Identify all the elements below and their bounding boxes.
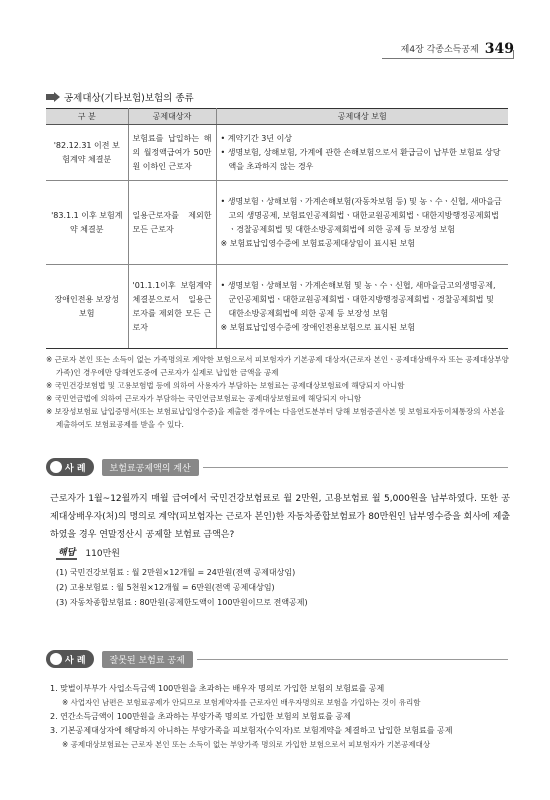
circle-icon — [50, 653, 62, 665]
section-title-text: 공제대상(기타보험)보험의 종류 — [64, 93, 194, 104]
table-note: ※ 보험료납입영수증에 장애인전용보험으로 표시된 보험 — [220, 322, 416, 332]
calc-item: (3) 자동차종합보험료 : 80만원(공제한도액이 100만원이므로 전액공제) — [56, 598, 308, 607]
answer-value: 110만원 — [85, 549, 120, 559]
table-header-cell: 공제대상자 — [128, 109, 216, 125]
chapter-title: 제4장 각종소득공제 — [400, 45, 479, 55]
insurance-cell — [216, 125, 508, 181]
example-badge: 사 례 — [46, 650, 94, 668]
bullet-item: • 생명보험ㆍ상해보험ㆍ가계손해보험(자동차보험 등) 및 농ㆍ수ㆍ신협, 새마을금고의 생명공제, 보험료인공제회법ㆍ대한교원공제회법ㆍ대한지방행정공제회법ㆍ경찰공제회법 및 대한소방공제회법에 의한 공제 등 보장성 보험 — [220, 196, 502, 234]
circle-icon — [50, 461, 62, 473]
header-rule — [382, 58, 514, 59]
note-item: ※ 국민연금법에 의하여 근로자가 부담하는 국민연금보험료는 공제대상보험료에 해당되지 아니함 — [46, 394, 362, 403]
list-subnote: ※ 사업자인 남편은 보험료공제가 안되므로 보험계약자를 근로자인 배우자명의로 보험을 가입하는 것이 유리함 — [62, 698, 421, 707]
list-item: 2. 연간소득금액이 100만원을 초과하는 부양가족 명의로 가입한 보험의 보험료를 공제 — [50, 712, 351, 721]
divider — [203, 467, 508, 468]
arrow-icon — [46, 92, 60, 102]
target-cell: 일용근로자를 제외한 모든 근로자 — [128, 181, 216, 265]
list-subnote: ※ 공제대상보험료는 근로자 본인 또는 소득이 없는 부양가족 명의로 가입한 보험으로서 피보험자가 기본공제대상 — [62, 740, 431, 749]
bullet-item: • 생명보험, 상해보험, 가계에 관한 손해보험으로서 환급금이 납부한 보험료 상당액을 초과하지 않는 경우 — [220, 147, 501, 171]
period-cell: '83.1.1 이후 보험계약 체결분 — [46, 181, 128, 265]
example-header — [46, 650, 508, 668]
insurance-table — [46, 108, 508, 349]
note-item: ※ 근로자 본인 또는 소득이 없는 가족명의로 계약한 보험으로서 피보험자가 기본공제 대상자(근로자 본인ㆍ공제대상배우자 또는 공제대상부양가족)인 경우에만 당해연도중에 근로자가 실제로 납입한 금액을 공제 — [46, 355, 509, 377]
header-tick — [513, 50, 514, 59]
insurance-cell — [216, 265, 508, 349]
note-item: ※ 보장성보험료 납입증명서(또는 보험료납입영수증)을 제출한 경우에는 다음연도분부터 당해 보험증권사본 및 보험료자동이체통장의 사본을 제출하여도 보험료공제를 받을 수 있다. — [46, 407, 505, 429]
page-header — [401, 42, 514, 56]
divider — [197, 659, 508, 660]
section-title — [46, 90, 194, 104]
bullet-item: • 생명보험ㆍ상해보험ㆍ가계손해보험 및 농ㆍ수ㆍ신협, 새마을금고의생명공제, 군인공제회법ㆍ대한교원공제회법ㆍ대한지방행정공제회법ㆍ경찰공제회법 및 대한소방공제회법에 의한 공제 등 보장성 보험 — [220, 280, 496, 318]
table-row — [46, 181, 508, 265]
period-cell: 장애인전용 보장성 보험 — [46, 265, 128, 349]
answer — [56, 545, 120, 560]
answer-tag: 해답 — [56, 545, 77, 560]
example-title: 보험료공제액의 계산 — [102, 459, 199, 476]
page-number: 349 — [484, 41, 514, 57]
example-question: 근로자가 1월~12월까지 매월 급여에서 국민건강보험료로 월 2만원, 고용보험료 월 5,000원을 납부하였다. 또한 공제대상배우자(처)의 명의로 계약(피보험자는 근로자 본인)한 자동차종합보험료가 80만원인 납부영수증을 회사에 제출하였을 경우 연말정산시 공제할 보험료 금액은? — [50, 494, 510, 540]
notes-block — [46, 353, 510, 431]
list-item: 1. 맞벌이부부가 사업소득금액 100만원을 초과하는 배우자 명의로 가입한 보험의 보험료를 공제 — [50, 684, 385, 693]
note-item: ※ 국민건강보험법 및 고용보험법 등에 의하여 사용자가 부담하는 보험료는 공제대상보험료에 해당되지 아니함 — [46, 381, 405, 390]
target-cell: 보험료를 납입하는 해의 월정액급여가 50만원 이하인 근로자 — [128, 125, 216, 181]
example-title: 잘못된 보험료 공제 — [102, 651, 193, 668]
target-cell: '01.1.1이후 보험계약 체결분으로서 일용근로자를 제외한 모든 근로자 — [128, 265, 216, 349]
insurance-cell — [216, 181, 508, 265]
wrong-deduction-list — [50, 682, 510, 752]
table-header-row — [46, 109, 508, 125]
table-row — [46, 265, 508, 349]
table-note: ※ 보험료납입영수증에 보험료공제대상임이 표시된 보험 — [220, 238, 416, 248]
table-header-cell: 공제대상 보험 — [216, 109, 508, 125]
calc-item: (1) 국민건강보험료 : 월 2만원×12개월 = 24만원(전액 공제대상임) — [56, 568, 296, 577]
calc-item: (2) 고용보험료 : 월 5천원×12개월 = 6만원(전액 공제대상임) — [56, 583, 275, 592]
period-cell: '82.12.31 이전 보험계약 체결분 — [46, 125, 128, 181]
bullet-item: • 계약기간 3년 이상 — [220, 133, 293, 143]
example-header — [46, 458, 508, 476]
list-item: 3. 기본공제대상자에 해당하지 아니하는 부양가족을 피보험자(수익자)로 보험계약을 체결하고 납입한 보험료를 공제 — [50, 726, 453, 735]
calculation-list — [56, 565, 308, 610]
example-badge: 사 례 — [46, 458, 94, 476]
table-header-cell: 구 분 — [46, 109, 128, 125]
table-row — [46, 125, 508, 181]
